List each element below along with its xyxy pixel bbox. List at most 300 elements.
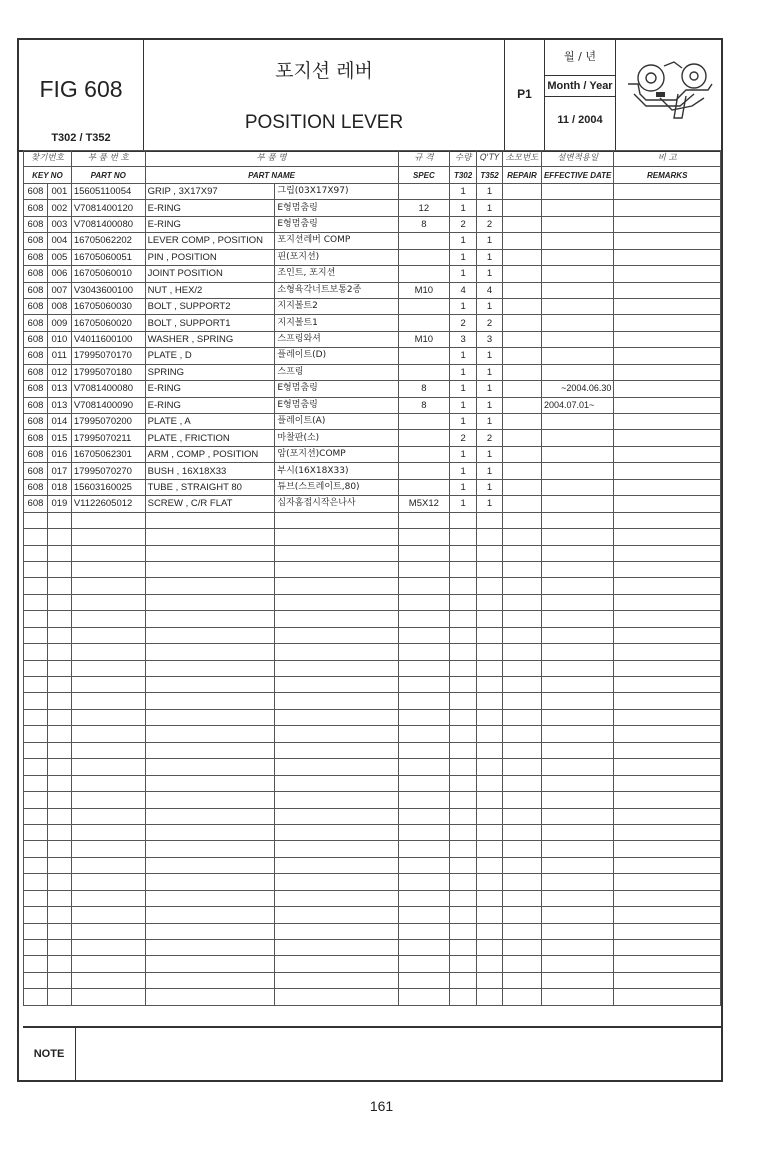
remarks	[614, 956, 721, 972]
part-name-korean: E형멈춤링	[275, 397, 398, 413]
spec	[398, 890, 450, 906]
remarks	[614, 989, 721, 1005]
part-name-korean: 스프링와셔	[275, 331, 398, 347]
effective-date	[541, 364, 613, 380]
spec	[398, 298, 450, 314]
effective-date	[541, 545, 613, 561]
table-row	[24, 414, 721, 430]
part-number	[71, 890, 145, 906]
part-number: V7081400080	[71, 216, 145, 232]
remarks	[614, 479, 721, 495]
qty-t302: 1	[450, 446, 477, 462]
part-number	[71, 841, 145, 857]
spec	[398, 249, 450, 265]
remarks	[614, 463, 721, 479]
effective-date	[541, 759, 613, 775]
effective-date	[541, 660, 613, 676]
effective-date	[541, 989, 613, 1005]
part-number	[71, 512, 145, 528]
part-name-english	[145, 742, 275, 758]
key-no: 017	[47, 463, 71, 479]
qty-t352	[477, 611, 503, 627]
qty-t352	[477, 792, 503, 808]
spec: M10	[398, 331, 450, 347]
fig-code	[24, 644, 48, 660]
part-name-english	[145, 726, 275, 742]
part-name-korean	[275, 775, 398, 791]
part-number: V7081400120	[71, 200, 145, 216]
effective-date	[541, 282, 613, 298]
effective-date: ~2004.06.30	[541, 381, 613, 397]
table-row	[24, 578, 721, 594]
part-name-english	[145, 512, 275, 528]
part-number	[71, 709, 145, 725]
spec	[398, 677, 450, 693]
remarks	[614, 545, 721, 561]
qty-t302: 1	[450, 249, 477, 265]
col-repair: REPAIR	[503, 167, 542, 183]
qty-t302	[450, 972, 477, 988]
fig-code	[24, 545, 48, 561]
part-number	[71, 759, 145, 775]
part-number: 16705062301	[71, 446, 145, 462]
table-row	[24, 759, 721, 775]
part-name-korean: 지지볼트1	[275, 315, 398, 331]
part-name-korean: 포지션레버 COMP	[275, 233, 398, 249]
qty-t302	[450, 578, 477, 594]
qty-t302: 1	[450, 233, 477, 249]
title-cell	[144, 40, 505, 150]
repair	[503, 479, 542, 495]
qty-t352	[477, 824, 503, 840]
part-name-english: SCREW , C/R FLAT	[145, 496, 275, 512]
part-number: V1122605012	[71, 496, 145, 512]
part-name-korean: 소형육각너트보통2종	[275, 282, 398, 298]
key-no	[47, 890, 71, 906]
effective-date	[541, 496, 613, 512]
part-name-korean	[275, 956, 398, 972]
key-no	[47, 644, 71, 660]
part-number	[71, 923, 145, 939]
qty-t352: 1	[477, 233, 503, 249]
qty-t302: 1	[450, 381, 477, 397]
repair	[503, 397, 542, 413]
key-no	[47, 857, 71, 873]
repair	[503, 446, 542, 462]
part-number: 15605110054	[71, 183, 145, 199]
spec	[398, 512, 450, 528]
part-name-korean	[275, 972, 398, 988]
effective-date	[541, 841, 613, 857]
spec	[398, 660, 450, 676]
repair	[503, 726, 542, 742]
table-row	[24, 496, 721, 512]
table-row	[24, 364, 721, 380]
fig-code: 608	[24, 348, 48, 364]
qty-t352	[477, 923, 503, 939]
key-no: 010	[47, 331, 71, 347]
qty-t302	[450, 759, 477, 775]
part-name-english: BUSH , 16X18X33	[145, 463, 275, 479]
key-no	[47, 578, 71, 594]
qty-t352	[477, 972, 503, 988]
repair	[503, 890, 542, 906]
part-number: 17995070270	[71, 463, 145, 479]
table-row	[24, 463, 721, 479]
part-name-english	[145, 627, 275, 643]
key-no	[47, 594, 71, 610]
page-id: P1	[517, 87, 532, 101]
spec	[398, 315, 450, 331]
part-name-english: E-RING	[145, 397, 275, 413]
effective-date	[541, 331, 613, 347]
fig-code	[24, 512, 48, 528]
remarks	[614, 890, 721, 906]
repair	[503, 709, 542, 725]
col-partno-kr: 부 품 번 호	[71, 151, 145, 167]
table-row	[24, 381, 721, 397]
parts-table-body	[24, 183, 721, 1005]
part-name-korean	[275, 594, 398, 610]
header-row-english	[24, 167, 721, 183]
repair	[503, 233, 542, 249]
spec: 8	[398, 381, 450, 397]
part-number	[71, 775, 145, 791]
remarks	[614, 364, 721, 380]
part-name-korean	[275, 792, 398, 808]
part-name-english: WASHER , SPRING	[145, 331, 275, 347]
repair	[503, 792, 542, 808]
key-no	[47, 907, 71, 923]
spec	[398, 775, 450, 791]
col-date-kr: 설변적용일	[541, 151, 613, 167]
effective-date	[541, 446, 613, 462]
repair	[503, 940, 542, 956]
qty-t352: 1	[477, 414, 503, 430]
repair	[503, 989, 542, 1005]
table-row	[24, 627, 721, 643]
remarks	[614, 759, 721, 775]
fig-code	[24, 561, 48, 577]
table-row	[24, 545, 721, 561]
part-name-english	[145, 660, 275, 676]
remarks	[614, 233, 721, 249]
qty-t302	[450, 923, 477, 939]
effective-date	[541, 249, 613, 265]
qty-t352: 1	[477, 348, 503, 364]
remarks	[614, 496, 721, 512]
header-row-korean	[24, 151, 721, 167]
part-name-korean: 플레이트(A)	[275, 414, 398, 430]
title-english: POSITION LEVER	[244, 112, 404, 133]
repair	[503, 677, 542, 693]
table-row	[24, 693, 721, 709]
qty-t352: 1	[477, 446, 503, 462]
part-number	[71, 857, 145, 873]
remarks	[614, 857, 721, 873]
part-name-korean	[275, 808, 398, 824]
effective-date	[541, 923, 613, 939]
part-name-korean	[275, 759, 398, 775]
qty-t352	[477, 940, 503, 956]
effective-date	[541, 561, 613, 577]
repair	[503, 545, 542, 561]
part-name-english	[145, 709, 275, 725]
repair	[503, 216, 542, 232]
key-no	[47, 940, 71, 956]
part-name-korean: 플레이트(D)	[275, 348, 398, 364]
part-name-english: BOLT , SUPPORT2	[145, 298, 275, 314]
qty-t352	[477, 561, 503, 577]
table-row	[24, 742, 721, 758]
sheet-header	[19, 40, 721, 152]
qty-t352	[477, 627, 503, 643]
fig-code: 608	[24, 479, 48, 495]
qty-t302: 1	[450, 479, 477, 495]
effective-date: 2004.07.01~	[541, 397, 613, 413]
effective-date	[541, 183, 613, 199]
remarks	[614, 315, 721, 331]
part-name-english	[145, 578, 275, 594]
remarks	[614, 331, 721, 347]
part-name-english: BOLT , SUPPORT1	[145, 315, 275, 331]
fig-number: FIG 608	[39, 76, 123, 102]
remarks	[614, 693, 721, 709]
part-name-korean	[275, 693, 398, 709]
key-no: 005	[47, 249, 71, 265]
part-number	[71, 989, 145, 1005]
key-no	[47, 841, 71, 857]
key-no	[47, 726, 71, 742]
qty-t302	[450, 989, 477, 1005]
table-row	[24, 594, 721, 610]
fig-code	[24, 907, 48, 923]
part-name-korean: 부시(16X18X33)	[275, 463, 398, 479]
part-name-english	[145, 693, 275, 709]
table-row	[24, 430, 721, 446]
spec	[398, 430, 450, 446]
effective-date	[541, 348, 613, 364]
part-number	[71, 561, 145, 577]
fig-code	[24, 923, 48, 939]
repair	[503, 266, 542, 282]
remarks	[614, 923, 721, 939]
qty-t352	[477, 529, 503, 545]
spec	[398, 183, 450, 199]
repair	[503, 298, 542, 314]
remarks	[614, 430, 721, 446]
part-name-english: NUT , HEX/2	[145, 282, 275, 298]
spec	[398, 940, 450, 956]
part-name-english	[145, 644, 275, 660]
part-number	[71, 792, 145, 808]
table-row	[24, 841, 721, 857]
col-remarks: REMARKS	[614, 167, 721, 183]
part-name-korean	[275, 989, 398, 1005]
repair	[503, 972, 542, 988]
effective-date	[541, 611, 613, 627]
spec: M10	[398, 282, 450, 298]
part-name-korean	[275, 907, 398, 923]
table-row	[24, 298, 721, 314]
remarks	[614, 561, 721, 577]
part-name-korean	[275, 529, 398, 545]
part-number: V3043600100	[71, 282, 145, 298]
remarks	[614, 414, 721, 430]
spec	[398, 594, 450, 610]
repair	[503, 200, 542, 216]
part-name-english	[145, 940, 275, 956]
fig-code: 608	[24, 298, 48, 314]
table-row	[24, 792, 721, 808]
spec	[398, 611, 450, 627]
qty-t352: 2	[477, 315, 503, 331]
fig-code: 608	[24, 397, 48, 413]
remarks	[614, 726, 721, 742]
date-label-korean: 월 / 년	[564, 50, 596, 63]
key-no: 016	[47, 446, 71, 462]
key-no	[47, 989, 71, 1005]
key-no: 014	[47, 414, 71, 430]
qty-t302	[450, 956, 477, 972]
qty-t352: 1	[477, 397, 503, 413]
table-row	[24, 907, 721, 923]
qty-t352: 1	[477, 479, 503, 495]
fig-code	[24, 792, 48, 808]
part-name-korean	[275, 726, 398, 742]
qty-t352: 1	[477, 249, 503, 265]
effective-date	[541, 956, 613, 972]
repair	[503, 364, 542, 380]
repair	[503, 315, 542, 331]
repair	[503, 348, 542, 364]
part-number: 15603160025	[71, 479, 145, 495]
fig-code	[24, 677, 48, 693]
qty-t352	[477, 709, 503, 725]
key-no: 003	[47, 216, 71, 232]
key-no	[47, 874, 71, 890]
part-name-english	[145, 907, 275, 923]
qty-t352	[477, 759, 503, 775]
qty-t302	[450, 709, 477, 725]
spec	[398, 759, 450, 775]
repair	[503, 249, 542, 265]
effective-date	[541, 578, 613, 594]
fig-code	[24, 611, 48, 627]
remarks	[614, 266, 721, 282]
fig-code: 608	[24, 496, 48, 512]
part-name-korean	[275, 923, 398, 939]
qty-t352	[477, 890, 503, 906]
table-row	[24, 348, 721, 364]
repair	[503, 463, 542, 479]
qty-t352: 4	[477, 282, 503, 298]
key-no	[47, 709, 71, 725]
effective-date	[541, 463, 613, 479]
col-spec: SPEC	[398, 167, 450, 183]
qty-t302	[450, 808, 477, 824]
part-number	[71, 726, 145, 742]
key-no	[47, 660, 71, 676]
qty-t302	[450, 874, 477, 890]
key-no	[47, 775, 71, 791]
part-name-korean: 지지볼트2	[275, 298, 398, 314]
repair	[503, 430, 542, 446]
key-no: 008	[47, 298, 71, 314]
qty-t352	[477, 874, 503, 890]
table-row	[24, 183, 721, 199]
repair	[503, 381, 542, 397]
fig-code: 608	[24, 200, 48, 216]
part-name-korean	[275, 677, 398, 693]
table-row	[24, 331, 721, 347]
key-no: 001	[47, 183, 71, 199]
part-name-english: PIN , POSITION	[145, 249, 275, 265]
qty-t352: 3	[477, 331, 503, 347]
spec	[398, 972, 450, 988]
part-name-english: SPRING	[145, 364, 275, 380]
remarks	[614, 611, 721, 627]
spec	[398, 348, 450, 364]
fig-code: 608	[24, 463, 48, 479]
qty-t302	[450, 775, 477, 791]
key-no: 004	[47, 233, 71, 249]
part-name-english	[145, 594, 275, 610]
illustration-cell	[616, 40, 721, 150]
qty-t302	[450, 529, 477, 545]
part-name-english	[145, 792, 275, 808]
qty-t352	[477, 594, 503, 610]
qty-t302: 1	[450, 463, 477, 479]
part-number	[71, 545, 145, 561]
part-name-english	[145, 545, 275, 561]
table-row	[24, 940, 721, 956]
table-row	[24, 956, 721, 972]
qty-t302	[450, 660, 477, 676]
fig-code	[24, 627, 48, 643]
spec	[398, 808, 450, 824]
fig-code	[24, 890, 48, 906]
repair	[503, 282, 542, 298]
effective-date	[541, 808, 613, 824]
note-area	[23, 1026, 721, 1080]
repair	[503, 775, 542, 791]
remarks	[614, 940, 721, 956]
fig-code	[24, 709, 48, 725]
part-name-korean	[275, 874, 398, 890]
fig-code: 608	[24, 446, 48, 462]
spec	[398, 364, 450, 380]
col-key: KEY NO	[24, 167, 72, 183]
part-number: V4011600100	[71, 331, 145, 347]
qty-t302	[450, 857, 477, 873]
key-no	[47, 529, 71, 545]
remarks	[614, 907, 721, 923]
part-number	[71, 972, 145, 988]
qty-t352	[477, 989, 503, 1005]
effective-date	[541, 529, 613, 545]
part-name-korean	[275, 545, 398, 561]
key-no	[47, 808, 71, 824]
part-name-english	[145, 824, 275, 840]
fig-code: 608	[24, 381, 48, 397]
fig-code: 608	[24, 233, 48, 249]
key-no: 011	[47, 348, 71, 364]
qty-t352: 1	[477, 200, 503, 216]
qty-t352	[477, 545, 503, 561]
qty-t302	[450, 561, 477, 577]
part-name-korean	[275, 660, 398, 676]
